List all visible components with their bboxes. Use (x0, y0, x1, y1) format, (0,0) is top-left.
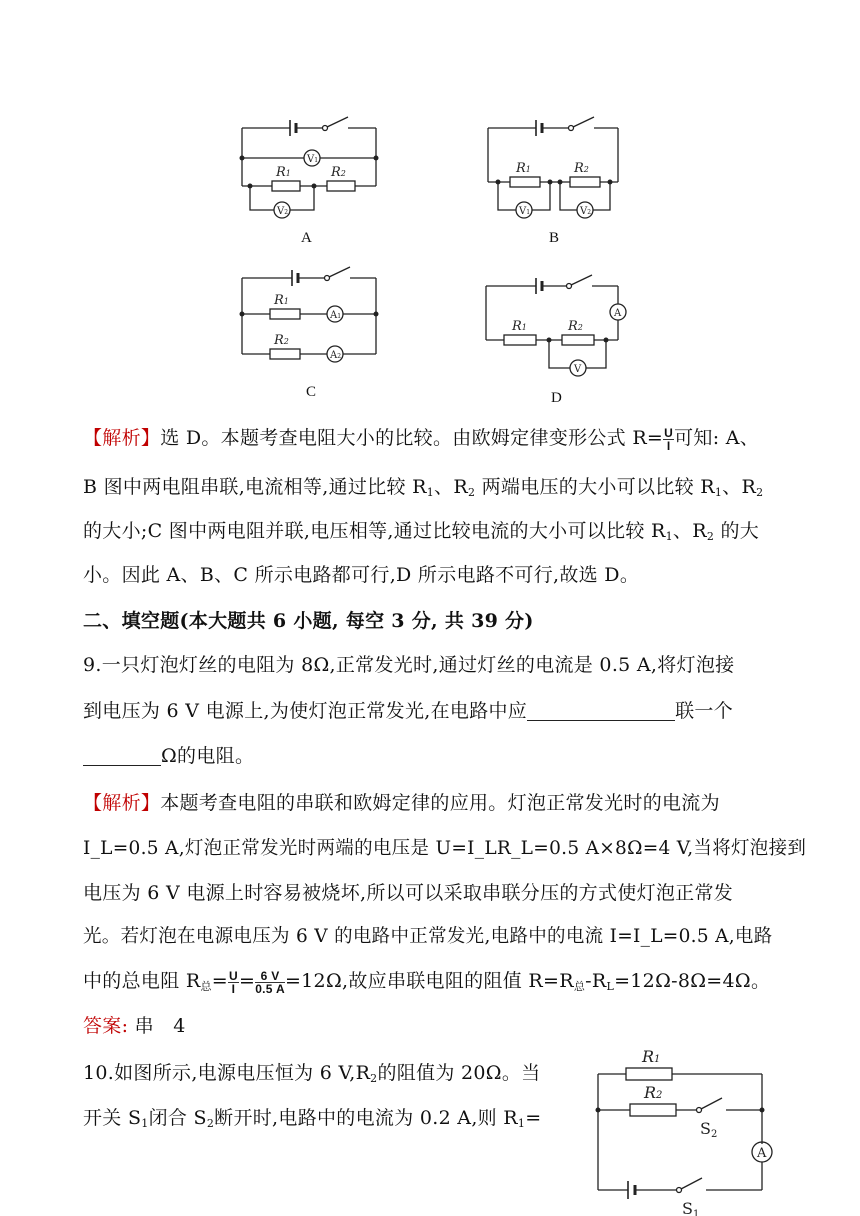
r1-label: R1 (516, 161, 531, 176)
caption-d: D (551, 390, 562, 406)
circuit-a (230, 112, 390, 227)
r1-label: R1 (642, 1047, 661, 1066)
analysis-label: 【解析】 (83, 792, 161, 814)
answer-value: 串 4 (134, 1015, 186, 1037)
r2-label: R2 (644, 1083, 663, 1102)
r2-label: R2 (568, 319, 583, 334)
caption-a: A (301, 230, 312, 246)
q9-line3: Ω的电阻。 (83, 742, 254, 770)
circuit-c (230, 264, 390, 374)
analysis9-line1: 【解析】本题考查电阻的串联和欧姆定律的应用。灯泡正常发光时的电流为 (83, 792, 720, 814)
r2-label: R2 (274, 333, 289, 348)
voltmeter-v1-label: V1 (519, 206, 531, 217)
q9-line1: 9.一只灯泡灯丝的电阻为 8Ω,正常发光时,通过灯丝的电流是 0.5 A,将灯泡接 (83, 654, 735, 676)
analysis9-line3: 电压为 6 V 电源上时容易被烧坏,所以可以采取串联分压的方式使灯泡正常发 (83, 882, 734, 904)
voltmeter-v-label: V (574, 364, 582, 375)
caption-c: C (306, 384, 317, 400)
voltmeter-v2-label: V2 (277, 206, 289, 217)
q10-line1: 10.如图所示,电源电压恒为 6 $V,R_2$的阻值为 20Ω。当 (83, 1062, 541, 1085)
answer-blank-2[interactable] (83, 743, 161, 766)
ammeter-a2-label: A2 (330, 350, 342, 361)
answer-blank-1[interactable] (527, 698, 675, 721)
analysis8-line1: 【解析】选 D。本题考查电阻大小的比较。由欧姆定律变形公式 R= $\frac{U}{I}$ 可知: A、 (83, 425, 760, 453)
r2-label: R2 (331, 165, 346, 180)
ammeter-label: A (757, 1146, 767, 1161)
circuit-b (478, 110, 638, 225)
analysis9-line4: 光。若灯泡在电源电压为 6 V 的电路中正常发光,电路中的电流 I=I_L=0.5 A,电路 (83, 926, 773, 947)
circuit-q10 (590, 1040, 780, 1216)
analysis9-line2: I_L=0.5 A,灯泡正常发光时两端的电压是 U=I_LR_L=0.5 A×8Ω=4 V,当将灯泡接到 (83, 838, 807, 859)
section-heading: 二、填空题(本大题共 6 小题, 每空 3 分, 共 39 分) (83, 610, 534, 632)
analysis8-line2: B 图中两电阻串联,电流相等,通过比较 $R_1$、$R_2$ 两端电压的大小可以比较 $R_1$、$R_2$ (83, 476, 764, 499)
ammeter-a-label: A (614, 308, 622, 319)
voltmeter-v1-label: V1 (307, 154, 319, 165)
fraction-u-over-i: $\frac{U}{I}$ (664, 425, 674, 453)
answer-label: 答案: (83, 1015, 129, 1037)
circuit-d (478, 268, 638, 388)
s2-label: S2 (700, 1119, 718, 1140)
q9-line2: 到电压为 6 V 电源上,为使灯泡正常发光,在电路中应 联一个 (83, 700, 734, 722)
q10-line2: 开关 $S_1$闭合 $S_2$断开时,电路中的电流为 0.2 A,则 $R_1=$ (83, 1107, 542, 1130)
r2-label: R2 (574, 161, 589, 176)
analysis8-line3: 的大小;C 图中两电阻并联,电压相等,通过比较电流的大小可以比较 $R_1$、$R_2$ 的大 (83, 520, 760, 543)
analysis-label: 【解析】 (83, 427, 161, 449)
s1-label: S1 (682, 1199, 700, 1216)
r1-label: R1 (276, 165, 291, 180)
r1-label: R1 (274, 293, 289, 308)
ammeter-a1-label: A1 (330, 310, 342, 321)
analysis9-line5: 中的总电阻 $R_总=$ $\frac{U}{I}$ = $\frac{6 V}{0.5 A}$ =12Ω,故应串联电阻的阻值 $R=R_总-R_L=12\Omega-8\Omega=4\Omega$。 (83, 968, 771, 996)
answer9 (83, 1012, 186, 1040)
r1-label: R1 (512, 319, 527, 334)
analysis8-line4: 小。因此 A、B、C 所示电路都可行,D 所示电路不可行,故选 D。 (83, 564, 640, 586)
caption-b: B (549, 230, 560, 246)
voltmeter-v2-label: V2 (580, 206, 592, 217)
